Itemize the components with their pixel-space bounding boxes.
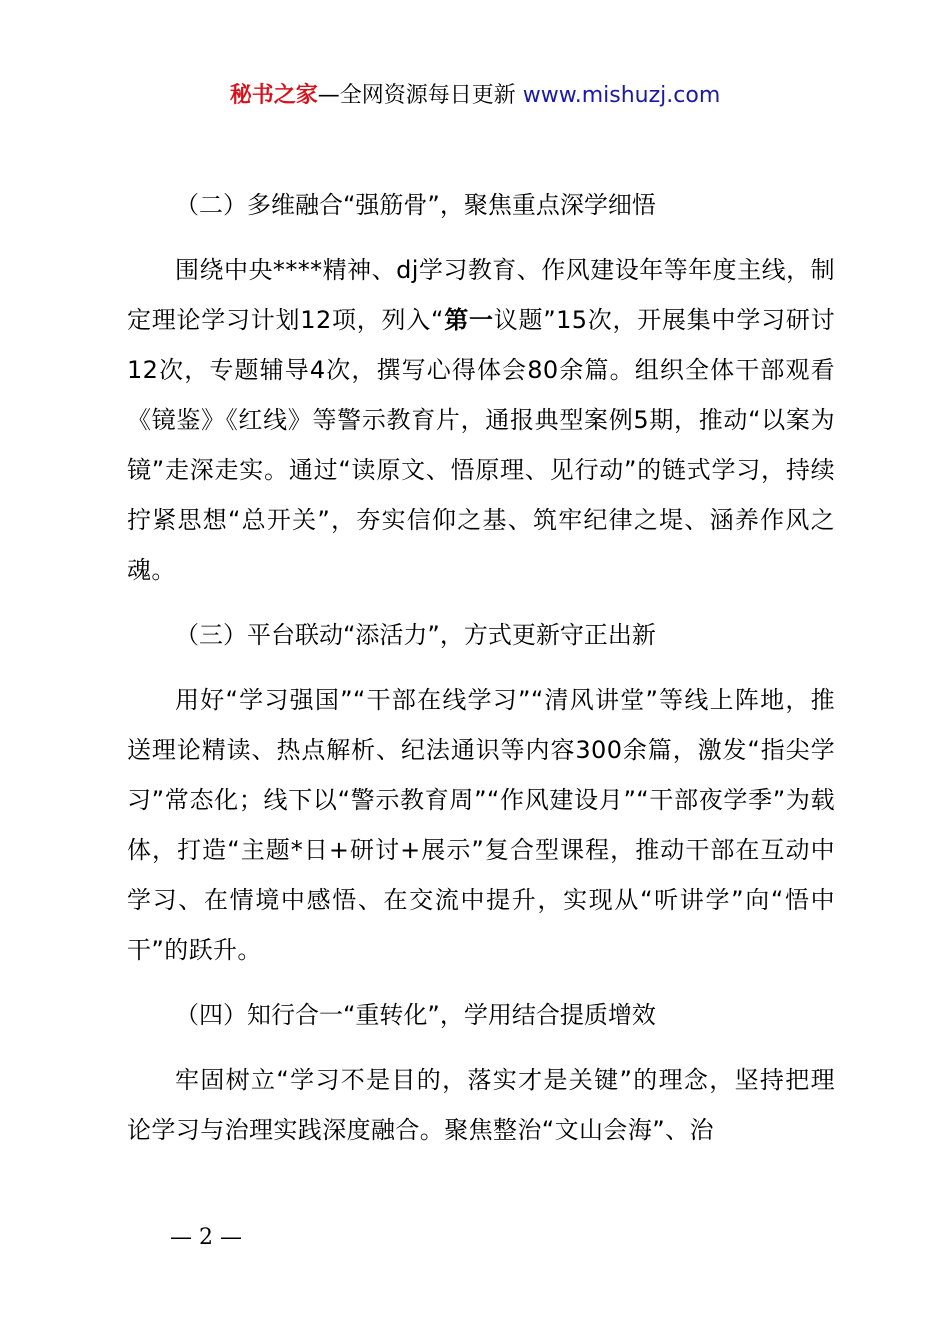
document-body <box>127 180 835 1170</box>
banner-brand: 秘书之家 <box>229 83 318 108</box>
section-heading: （四）知行合一“重转化”，学用结合提质增效 <box>175 1001 656 1029</box>
paragraph-text: 议题”15次，开展集中学习研讨12次，专题辅导4次，撰写心得体会80余篇。组织全体干部观看《镜鉴》《红线》等警示教育片，通报典型案例5期，推动“以案为镜”走深走实。通过“读原文、悟原理、见行动”的链式学习，持续拧紧思想“总开关”，夯实信仰之基、筑牢纪律之堤、涵养作风之魂。 <box>127 306 835 584</box>
body-paragraph <box>127 245 835 595</box>
section-heading: （三）平台联动“添活力”，方式更新守正出新 <box>175 621 656 649</box>
page-number: — 2 — <box>170 1225 242 1250</box>
paragraph-bold-text: 第一 <box>443 306 494 334</box>
section-heading: （二）多维融合“强筋骨”，聚焦重点深学细悟 <box>175 191 656 219</box>
banner-url[interactable]: www.mishuzj.com <box>522 83 721 108</box>
paragraph-text: 围绕中央****精神、dj学习教育、作风建设年等年度主线，制定理论学习计划12项，列入“ <box>127 256 835 334</box>
site-banner <box>0 80 950 112</box>
body-paragraph: 牢固树立“学习不是目的，落实才是关键”的理念，坚持把理论学习与治理实践深度融合。聚焦整治“文山会海”、治 <box>127 1066 835 1144</box>
banner-tagline: —全网资源每日更新 <box>317 83 523 108</box>
body-paragraph: 用好“学习强国”“干部在线学习”“清风讲堂”等线上阵地，推送理论精读、热点解析、纪法通识等内容300余篇，激发“指尖学习”常态化；线下以“警示教育周”“作风建设月”“干部夜学季”为载体，打造“主题*日+研讨+展示”复合型课程，推动干部在互动中学习、在情境中感悟、在交流中提升，实现从“听讲学”向“悟中干”的跃升。 <box>127 686 835 964</box>
